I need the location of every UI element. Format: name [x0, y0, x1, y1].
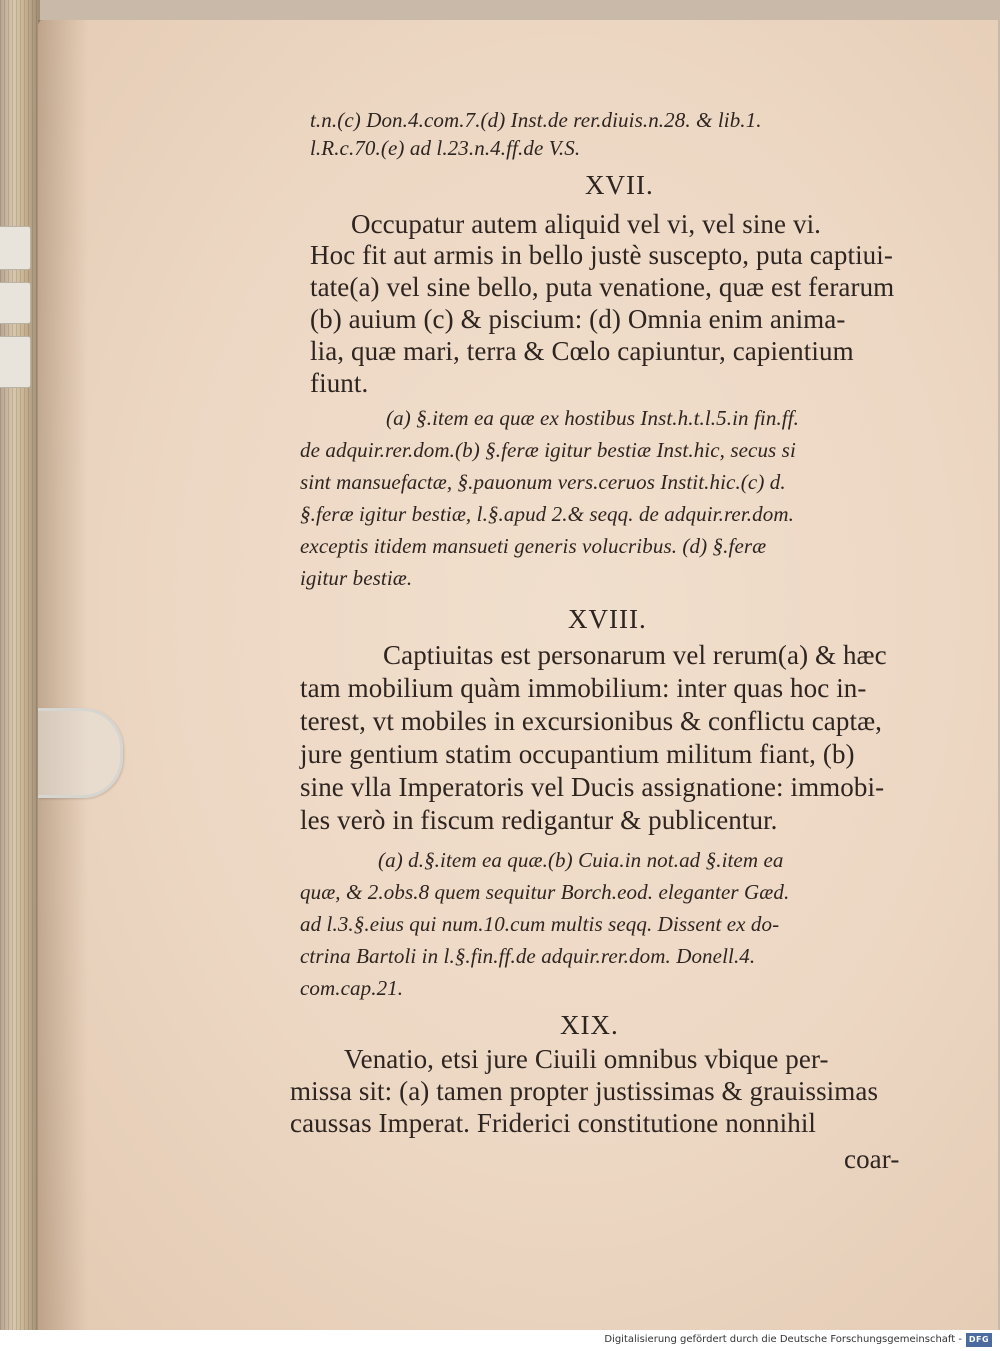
- body-line: sine vlla Imperatoris vel Ducis assignatione: immobi-: [300, 772, 885, 802]
- note-line: sint mansuefactæ, §.pauonum vers.ceruos Instit.hic.(c) d.: [300, 470, 786, 494]
- note-line: de adquir.rer.dom.(b) §.feræ igitur bestiæ Inst.hic, secus si: [300, 438, 796, 462]
- body-line: terest, vt mobiles in excursionibus & conflictu captæ,: [300, 706, 883, 736]
- body-line: Captiuitas est personarum vel rerum(a) & hæc: [383, 640, 887, 670]
- body-line: Occupatur autem aliquid vel vi, vel sine vi.: [351, 209, 822, 239]
- body-line: missa sit: (a) tamen propter justissimas & grauissimas: [290, 1076, 879, 1106]
- binding-tab: [0, 226, 31, 270]
- body-line: caussas Imperat. Friderici constitutione nonnihil: [290, 1108, 817, 1138]
- catchword: coar-: [844, 1144, 900, 1174]
- note-line: (a) d.§.item ea quæ.(b) Cuia.in not.ad §.item ea: [378, 848, 784, 872]
- page-text: [38, 20, 998, 1330]
- body-line: tate(a) vel sine bello, puta venatione, quæ est ferarum: [310, 272, 895, 302]
- body-line: fiunt.: [310, 368, 369, 398]
- note-line: exceptis itidem mansueti generis volucribus. (d) §.feræ: [300, 534, 767, 558]
- note-line: com.cap.21.: [300, 976, 404, 1000]
- body-line: tam mobilium quàm immobilium: inter quas hoc in-: [300, 673, 867, 703]
- note-line: (a) §.item ea quæ ex hostibus Inst.h.t.l.5.in fin.ff.: [386, 406, 800, 430]
- note-line: ad l.3.§.eius qui num.10.cum multis seqq. Dissent ex do-: [300, 912, 780, 936]
- funding-credit: Digitalisierung gefördert durch die Deutsche Forschungsgemeinschaft -: [604, 1334, 962, 1345]
- note-line: quæ, & 2.obs.8 quem sequitur Borch.eod. eleganter Gæd.: [300, 880, 790, 904]
- section-heading: XIX.: [560, 1010, 619, 1040]
- note-line: §.feræ igitur bestiæ, l.§.apud 2.& seqq. de adquir.rer.dom.: [300, 502, 794, 526]
- section-heading: XVIII.: [568, 604, 647, 634]
- body-line: (b) auium (c) & piscium: (d) Omnia enim anima-: [310, 304, 846, 334]
- footnote-line: t.n.(c) Don.4.com.7.(d) Inst.de rer.diuis.n.28. & lib.1.: [310, 108, 762, 132]
- section-heading: XVII.: [585, 170, 654, 200]
- paper-sheet: [38, 20, 998, 1330]
- dfg-logo: DFG: [966, 1333, 992, 1347]
- binding-tab: [0, 282, 31, 324]
- binding-tab: [0, 336, 31, 388]
- body-line: Venatio, etsi jure Ciuili omnibus vbique per-: [344, 1044, 829, 1074]
- note-line: igitur bestiæ.: [300, 566, 413, 590]
- footer-bar: [0, 1330, 1000, 1351]
- note-line: ctrina Bartoli in l.§.fin.ff.de adquir.rer.dom. Donell.4.: [300, 944, 756, 968]
- body-line: lia, quæ mari, terra & Cœlo capiuntur, capientium: [310, 336, 854, 366]
- body-line: les verò in fiscum redigantur & publicentur.: [300, 805, 778, 835]
- body-line: Hoc fit aut armis in bello justè suscepto, puta captiui-: [310, 240, 893, 270]
- body-line: jure gentium statim occupantium militum fiant, (b): [300, 739, 855, 769]
- footnote-line: l.R.c.70.(e) ad l.23.n.4.ff.de V.S.: [310, 136, 581, 160]
- page-fore-edge: [0, 0, 40, 1330]
